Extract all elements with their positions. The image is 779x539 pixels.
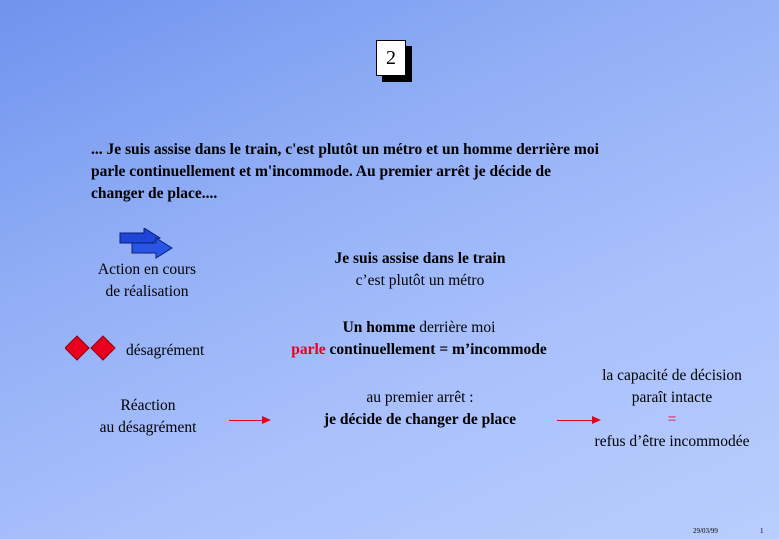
result-line-2: paraît intacte [631, 389, 713, 406]
block-action [270, 248, 570, 292]
intro-line-1: ... Je suis assise dans le train, c'est plutôt un métro et un homme derrière moi [91, 141, 599, 158]
legend-disagreement-label: désagrément [126, 342, 205, 359]
block-reaction [280, 387, 560, 431]
result-equals: = [667, 411, 677, 428]
footer-date: 29/03/99 [693, 527, 718, 535]
block-disagreement [260, 317, 578, 361]
double-blue-arrow-icon [118, 228, 176, 260]
legend-reaction-label: Réaction au désagrément [99, 397, 197, 436]
block-action-line-2: c’est plutôt un métro [355, 272, 485, 289]
intro-line-3: changer de place.... [91, 185, 218, 202]
block-reaction-line-2: je décide de changer de place [323, 411, 517, 428]
result-line-1: la capacité de décision [602, 367, 742, 384]
slide-number: 2 [376, 40, 406, 76]
arrow-right-icon [262, 416, 271, 424]
intro-line-2: parle continuellement et m'incommode. Au premier arrêt je décide de [91, 163, 552, 180]
block-action-line-1: Je suis assise dans le train [334, 250, 506, 267]
result-line-3: refus d’être incommodée [594, 433, 750, 450]
footer-page: 1 [760, 527, 764, 535]
arrow-line-1 [229, 420, 262, 421]
intro-paragraph [91, 139, 711, 205]
block-disagreement-line-1: Un homme derrière moi [342, 319, 496, 336]
block-disagreement-line-2: parle continuellement = m’incommode [291, 341, 547, 358]
result-block [572, 365, 772, 453]
legend-action-label: Action en cours de réalisation [97, 261, 197, 300]
red-diamonds-icon [65, 335, 119, 363]
block-reaction-line-1: au premier arrêt : [366, 389, 474, 406]
